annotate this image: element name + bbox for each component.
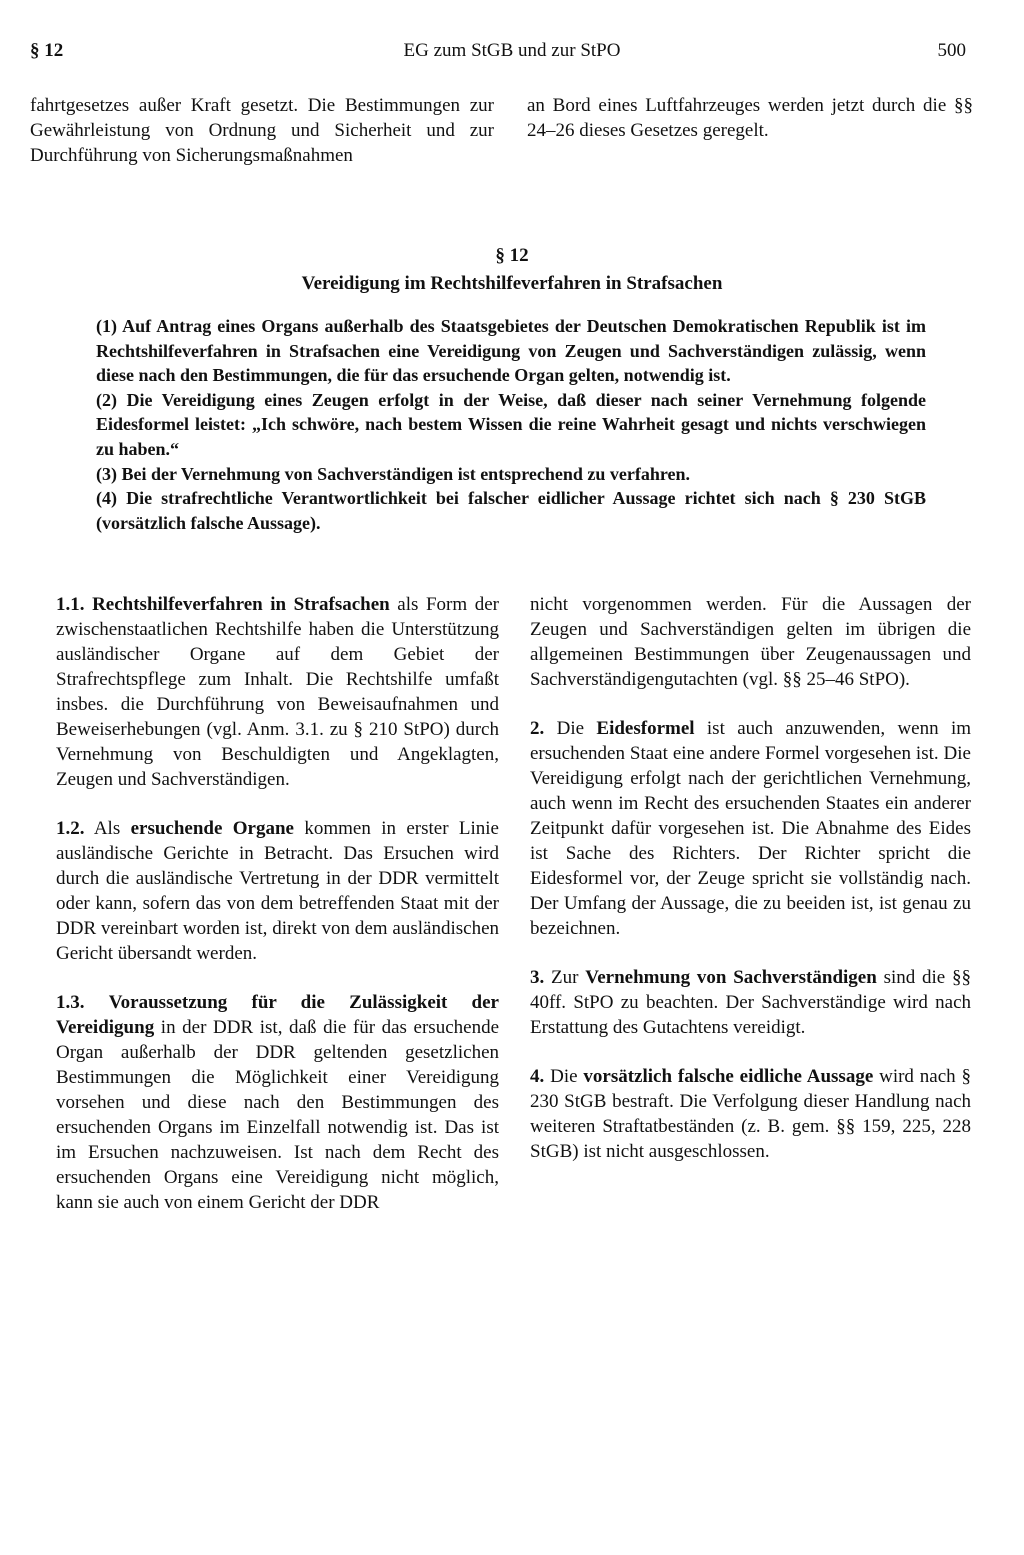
section-heading	[0, 242, 1024, 298]
law-paragraph-2: (2) Die Vereidigung eines Zeugen erfolgt in der Weise, daß dieser nach seiner Vernehmung folgende Eidesformel leistet: „Ich schwöre, nach bestem Wissen die reine Wahrheit gesagt und nichts verschwiegen zu haben.“	[96, 389, 926, 459]
commentary-right-column	[530, 592, 971, 1188]
section-title: Vereidigung im Rechtshilfeverfahren in Strafsachen	[301, 273, 723, 294]
commentary-1-3-number: 1.3.	[56, 992, 85, 1013]
header-title: EG zum StGB und zur StPO	[403, 40, 621, 61]
commentary-1-3-continued: nicht vorgenommen werden. Für die Aussagen der Zeugen und Sachverständigen gelten im übrigen die allgemeinen Bestimmungen über Zeugenaussagen und Sachverständigengutachten (vgl. §§ 25–46 StPO).	[530, 594, 971, 690]
carryover-right-column	[527, 93, 973, 143]
commentary-4-term: vorsätzlich falsche eidliche Aussage	[583, 1066, 874, 1087]
commentary-1-3	[56, 990, 499, 1215]
commentary-2-text: ist auch anzuwenden, wenn im ersuchenden Staat eine andere Formel vorgesehen ist. Die Vereidigung erfolgt nach der gerichtlichen Vernehmung, auch wenn im Recht des ersuchenden Staates ein anderer Zeitpunkt dafür vorgesehen ist. Die Abnahme des Eides ist Sache des Richters. Der Richter spricht die Eidesformel vor, der Zeuge spricht sie vollständig nach. Der Umfang der Aussage, die zu beeiden ist, ist genau zu bezeichnen.	[530, 718, 972, 939]
commentary-3-text: sind die §§ 40ff. StPO zu beachten. Der Sachverständige wird nach Erstattung des Gutachtens vereidigt.	[530, 967, 971, 1038]
commentary-1-2-term: ersuchende Organe	[130, 818, 294, 839]
commentary-1-2	[56, 816, 499, 966]
commentary-1-3-text: in der DDR ist, daß die für das ersuchende Organ außerhalb der DDR geltenden gesetzlichen Bestimmungen die Möglichkeit einer Vereidigung vorsehen und diese nach den Bestimmungen des ersuchenden Organs im Einzelfall notwendig ist. Das ist im Ersuchen nachzuweisen. Ist nach dem Recht des ersuchenden Organs eine Vereidigung nicht möglich, kann sie auch von einem Gericht der DDR	[56, 1017, 499, 1213]
commentary-1-1	[56, 592, 499, 792]
commentary-1-1-number: 1.1.	[56, 594, 85, 615]
commentary-3-pre: Zur	[544, 967, 586, 988]
commentary-4-pre: Die	[544, 1066, 584, 1087]
commentary-1-2-text: kommen in erster Linie ausländische Gerichte in Betracht. Das Ersuchen wird durch die ausländische Vertretung in der DDR vermittelt oder kann, sofern das von dem betreffenden Staat mit der DDR vereinbart worden ist, direkt von dem ausländischen Gericht übersandt werden.	[56, 818, 499, 964]
running-header	[30, 40, 994, 70]
commentary-3	[530, 965, 971, 1040]
header-section-mark: § 12	[30, 40, 64, 61]
section-number: § 12	[495, 245, 529, 266]
carryover-left-column	[30, 93, 494, 168]
commentary-left-column	[56, 592, 499, 1239]
commentary-1-1-term: Rechtshilfeverfahren in Strafsachen	[92, 594, 390, 615]
carryover-right-text: an Bord eines Luftfahrzeuges werden jetzt durch die §§ 24–26 dieses Gesetzes geregelt.	[527, 95, 973, 141]
law-paragraph-1: (1) Auf Antrag eines Organs außerhalb des Staatsgebietes der Deutschen Demokratischen Republik ist im Rechtshilfeverfahren in Strafsachen eine Vereidigung von Zeugen und Sachverständigen zulässig, wenn diese nach den Bestimmungen, die für das ersuchende Organ gelten, notwendig ist.	[96, 316, 926, 386]
law-paragraph-4: (4) Die strafrechtliche Verantwortlichkeit bei falscher eidlicher Aussage richtet sich nach § 230 StGB (vorsätzlich falsche Aussage).	[96, 488, 926, 533]
commentary-2-number: 2.	[530, 718, 545, 739]
page-number: 500	[937, 40, 966, 61]
commentary-2-term: Eidesformel	[596, 718, 695, 739]
commentary-4	[530, 1064, 971, 1164]
commentary-1-3-term: Voraussetzung für die Zulässigkeit der Vereidigung	[56, 992, 499, 1038]
commentary-3-number: 3.	[530, 967, 545, 988]
commentary-1-1-text: als Form der zwischenstaatlichen Rechtshilfe haben die Unterstützung ausländischer Organe auf dem Gebiet der Strafrechtspflege zum Inhalt. Die Rechtshilfe umfaßt insbes. die Durchführung von Beweisaufnahmen und Beweiserhebungen (vgl. Anm. 3.1. zu § 210 StPO) durch Vernehmung von Beschuldigten und Angeklagten, Zeugen und Sachverständigen.	[56, 594, 499, 790]
commentary-1-2-number: 1.2.	[56, 818, 85, 839]
commentary-2	[530, 716, 971, 941]
commentary-4-number: 4.	[530, 1066, 545, 1087]
commentary-2-pre: Die	[544, 718, 597, 739]
carryover-left-text: fahrtgesetzes außer Kraft gesetzt. Die Bestimmungen zur Gewährleistung von Ordnung und Sicherheit und zur Durchführung von Sicherungsmaßnahmen	[30, 95, 494, 166]
commentary-4-text: wird nach § 230 StGB bestraft. Die Verfolgung dieser Handlung nach weiteren Straftatbeständen (z. B. gem. §§ 159, 225, 228 StGB) ist nicht ausgeschlossen.	[530, 1066, 971, 1162]
commentary-1-2-pre: Als	[84, 818, 131, 839]
commentary-3-term: Vernehmung von Sachverständigen	[585, 967, 877, 988]
law-paragraph-3: (3) Bei der Vernehmung von Sachverständigen ist entsprechend zu verfahren.	[96, 463, 691, 484]
law-text	[96, 314, 926, 535]
